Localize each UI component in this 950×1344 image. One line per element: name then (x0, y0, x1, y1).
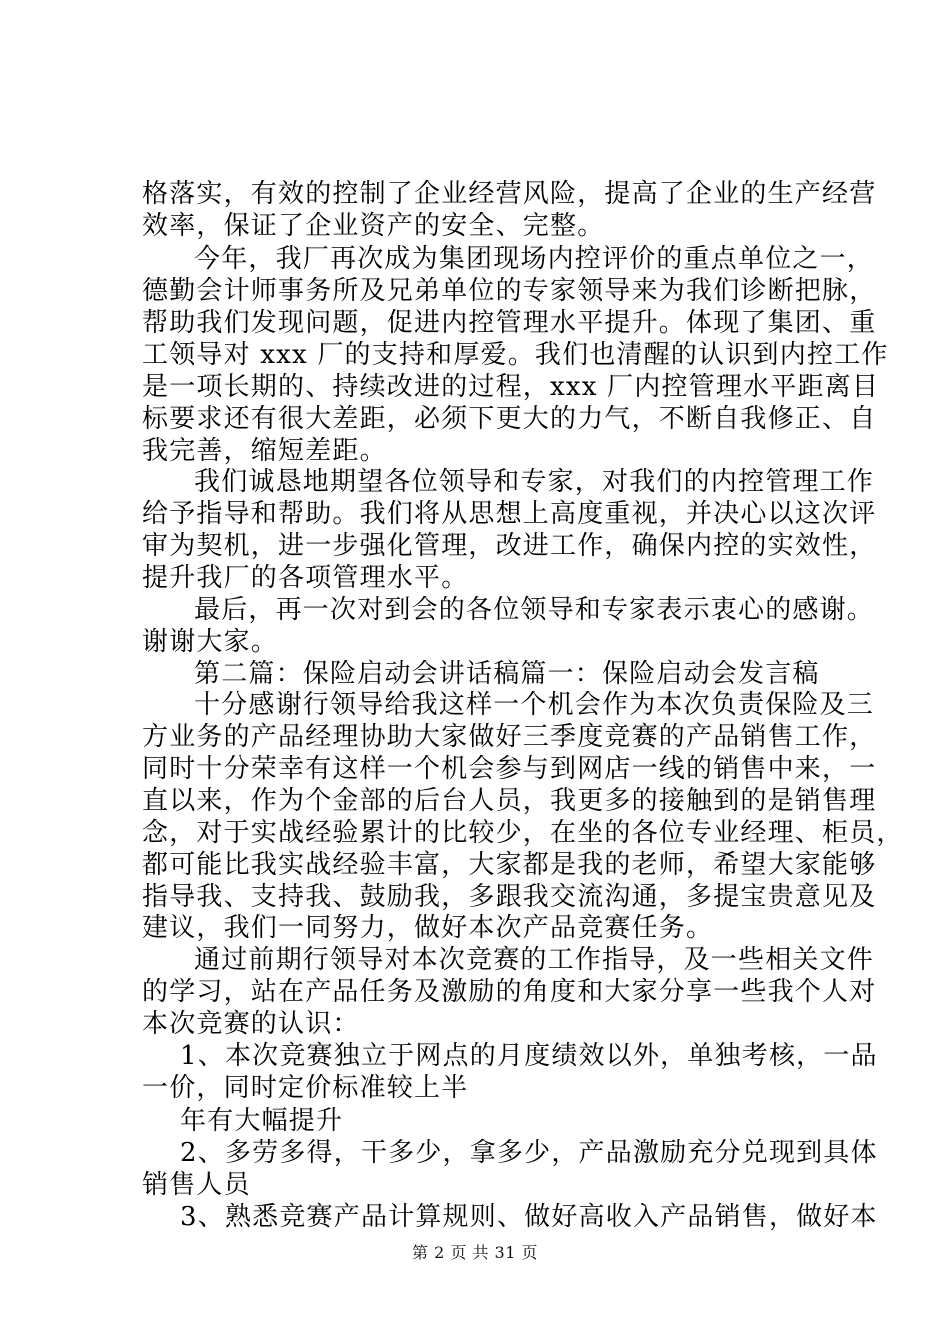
text-line: 工领导对 xxx 厂的支持和厚爱。我们也清醒的认识到内控工作 (142, 340, 889, 370)
text-line: 我们诚恳地期望各位领导和专家，对我们的内控管理工作 (194, 467, 875, 497)
text-line: 销售人员 (142, 1170, 251, 1200)
text-line: 方业务的产品经理协助大家做好三季度竞赛的产品销售工作， (142, 722, 877, 752)
text-line: 今年，我厂再次成为集团现场内控评价的重点单位之一， (194, 244, 875, 274)
text-line: 直以来，作为个金部的后台人员，我更多的接触到的是销售理 (142, 786, 877, 816)
text-line: 都可能比我实战经验丰富，大家都是我的老师，希望大家能够 (142, 850, 877, 880)
text-line: 本次竞赛的认识： (142, 1009, 360, 1039)
text-line: 德勤会计师事务所及兄弟单位的专家领导来为我们诊断把脉， (142, 276, 877, 306)
text-line: 建议，我们一同努力，做好本次产品竞赛任务。 (142, 913, 714, 943)
section-heading: 第二篇：保险启动会讲话稿篇一：保险启动会发言稿 (194, 659, 820, 689)
text-line: 谢谢大家。 (142, 627, 279, 657)
text-line: 同时十分荣幸有这样一个机会参与到网店一线的销售中来，一 (142, 754, 877, 784)
list-item: 3、熟悉竞赛产品计算规则、做好高收入产品销售，做好本 (180, 1202, 878, 1232)
text-line: 帮助我们发现问题，促进内控管理水平提升。体现了集团、重 (142, 308, 877, 338)
list-item: 2、多劳多得，干多少，拿多少，产品激励充分兑现到具体 (180, 1138, 878, 1168)
text-line: 给予指导和帮助。我们将从思想上高度重视，并决心以这次评 (142, 499, 877, 529)
text-line: 提升我厂的各项管理水平。 (142, 563, 469, 593)
text-line: 通过前期行领导对本次竞赛的工作指导，及一些相关文件 (194, 945, 875, 975)
text-line: 一价，同时定价标准较上半 (142, 1073, 469, 1103)
text-line: 标要求还有很大差距，必须下更大的力气，不断自我修正、自 (142, 404, 877, 434)
text-line: 是一项长期的、持续改进的过程，xxx 厂内控管理水平距离目 (142, 372, 880, 402)
text-line: 念，对于实战经验累计的比较少，在坐的各位专业经理、柜员， (142, 818, 904, 848)
text-line: 的学习，站在产品任务及激励的角度和大家分享一些我个人对 (142, 977, 877, 1007)
page-footer: 第 2 页 共 31 页 (412, 1243, 538, 1262)
text-line: 十分感谢行领导给我这样一个机会作为本次负责保险及三 (194, 690, 875, 720)
text-line: 最后，再一次对到会的各位领导和专家表示衷心的感谢。 (194, 595, 875, 625)
text-line: 审为契机，进一步强化管理，改进工作，确保内控的实效性， (142, 531, 877, 561)
text-line: 年有大幅提升 (180, 1106, 344, 1136)
text-line: 我完善，缩短差距。 (142, 436, 387, 466)
text-line: 指导我、支持我、鼓励我，多跟我交流沟通，多提宝贵意见及 (142, 882, 877, 912)
list-item: 1、本次竞赛独立于网点的月度绩效以外，单独考核，一品 (180, 1041, 878, 1071)
text-line: 格落实，有效的控制了企业经营风险，提高了企业的生产经营 (142, 179, 877, 209)
text-line: 效率，保证了企业资产的安全、完整。 (142, 211, 605, 241)
